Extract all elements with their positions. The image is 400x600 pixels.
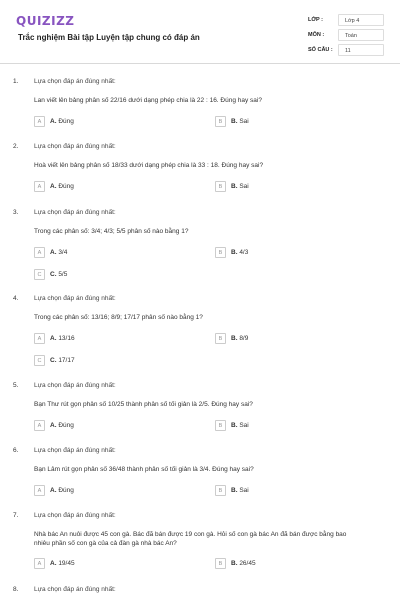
option-text: 4/3: [239, 249, 249, 256]
option-key: C.: [50, 271, 57, 278]
meta-subject-label: MÔN :: [308, 32, 325, 38]
question-prompt: Lựa chọn đáp án đúng nhất:: [34, 382, 116, 389]
question-text: Bạn Lâm rút gọn phân số 36/48 thành phân số tối giản là 3/4. Đúng hay sai?: [34, 466, 254, 473]
question-number: 4.: [13, 295, 19, 302]
option-key: C.: [50, 357, 57, 364]
option-key: A.: [50, 422, 57, 429]
question-text: Trong các phân số: 3/4; 4/3; 5/5 phân số nào bằng 1?: [34, 228, 189, 235]
option-letter-box: B: [215, 485, 226, 496]
worksheet-title: Trắc nghiệm Bài tập Luyện tập chung có đáp án: [18, 33, 200, 42]
meta-count: [308, 44, 384, 59]
option-text: Đúng: [58, 118, 74, 125]
option-key: A.: [50, 183, 57, 190]
option-text: Đúng: [58, 422, 74, 429]
option-letter-box: A: [34, 420, 45, 431]
option-letter-box: C: [34, 269, 45, 280]
option-letter-box: A: [34, 333, 45, 344]
option-letter-box: A: [34, 247, 45, 258]
option-letter-box: A: [34, 485, 45, 496]
option-key: A.: [50, 118, 57, 125]
question-prompt: Lựa chọn đáp án đúng nhất:: [34, 295, 116, 302]
question-number: 7.: [13, 512, 19, 519]
worksheet-meta: [308, 14, 384, 59]
option-text: 3/4: [58, 249, 68, 256]
question-number: 5.: [13, 382, 19, 389]
option-letter-box: B: [215, 558, 226, 569]
option-text: 13/16: [58, 335, 75, 342]
option-text: Sai: [239, 422, 249, 429]
meta-grade-label: LỚP :: [308, 17, 323, 23]
option-text: 26/45: [239, 560, 256, 567]
option-key: B.: [231, 118, 238, 125]
question-number: 8.: [13, 586, 19, 593]
option-letter-box: A: [34, 181, 45, 192]
option-text: Sai: [239, 487, 249, 494]
question-prompt: Lựa chọn đáp án đúng nhất:: [34, 512, 116, 519]
question-text: Trong các phân số: 13/16; 8/9; 17/17 phân số nào bằng 1?: [34, 314, 203, 321]
question-text: Hoà viết lên bảng phân số 18/33 dưới dạng phép chia là 33 : 18. Đúng hay sai?: [34, 162, 264, 169]
option-text: 19/45: [58, 560, 75, 567]
option-key: B.: [231, 183, 238, 190]
worksheet-header: [0, 0, 400, 64]
question-number: 2.: [13, 143, 19, 150]
meta-count-value: 11: [338, 44, 384, 56]
question-prompt: Lựa chọn đáp án đúng nhất:: [34, 78, 116, 85]
question-text: Bạn Thư rút gọn phân số 10/25 thành phân số tối giản là 2/5. Đúng hay sai?: [34, 401, 253, 408]
meta-grade: [308, 14, 384, 29]
option-letter-box: B: [215, 333, 226, 344]
option-text: 5/5: [58, 271, 68, 278]
option-text: Đúng: [58, 487, 74, 494]
option-key: A.: [50, 249, 57, 256]
meta-subject: [308, 29, 384, 44]
question-number: 6.: [13, 447, 19, 454]
option-text: Sai: [239, 118, 249, 125]
question-number: 3.: [13, 209, 19, 216]
quizizz-logo: QUIZIZZ: [16, 14, 75, 28]
option-key: B.: [231, 487, 238, 494]
meta-grade-value: Lớp 4: [338, 14, 384, 26]
option-text: Đúng: [58, 183, 74, 190]
option-letter-box: B: [215, 116, 226, 127]
option-text: Sai: [239, 183, 249, 190]
option-key: B.: [231, 422, 238, 429]
option-letter-box: B: [215, 181, 226, 192]
option-key: A.: [50, 335, 57, 342]
option-key: A.: [50, 560, 57, 567]
option-key: B.: [231, 335, 238, 342]
option-text: 8/9: [239, 335, 249, 342]
option-key: A.: [50, 487, 57, 494]
option-letter-box: B: [215, 420, 226, 431]
option-letter-box: A: [34, 558, 45, 569]
question-text: Nhà bác An nuôi được 45 con gà. Bác đã bán được 19 con gà. Hỏi số con gà bác An đã bán được bằng bao nhiêu phần số con gà của cả đàn gà nhà bác An?: [34, 531, 347, 547]
meta-count-label: SỐ CÂU :: [308, 47, 333, 53]
question-prompt: Lựa chọn đáp án đúng nhất:: [34, 143, 116, 150]
question-prompt: Lựa chọn đáp án đúng nhất:: [34, 447, 116, 454]
question-prompt: Lựa chọn đáp án đúng nhất:: [34, 586, 116, 593]
question-text: Lan viết lên bảng phân số 22/16 dưới dạng phép chia là 22 : 16. Đúng hay sai?: [34, 97, 262, 104]
option-key: B.: [231, 249, 238, 256]
meta-subject-value: Toán: [338, 29, 384, 41]
option-letter-box: A: [34, 116, 45, 127]
option-text: 17/17: [58, 357, 75, 364]
option-letter-box: B: [215, 247, 226, 258]
option-letter-box: C: [34, 355, 45, 366]
option-key: B.: [231, 560, 238, 567]
question-number: 1.: [13, 78, 19, 85]
question-prompt: Lựa chọn đáp án đúng nhất:: [34, 209, 116, 216]
